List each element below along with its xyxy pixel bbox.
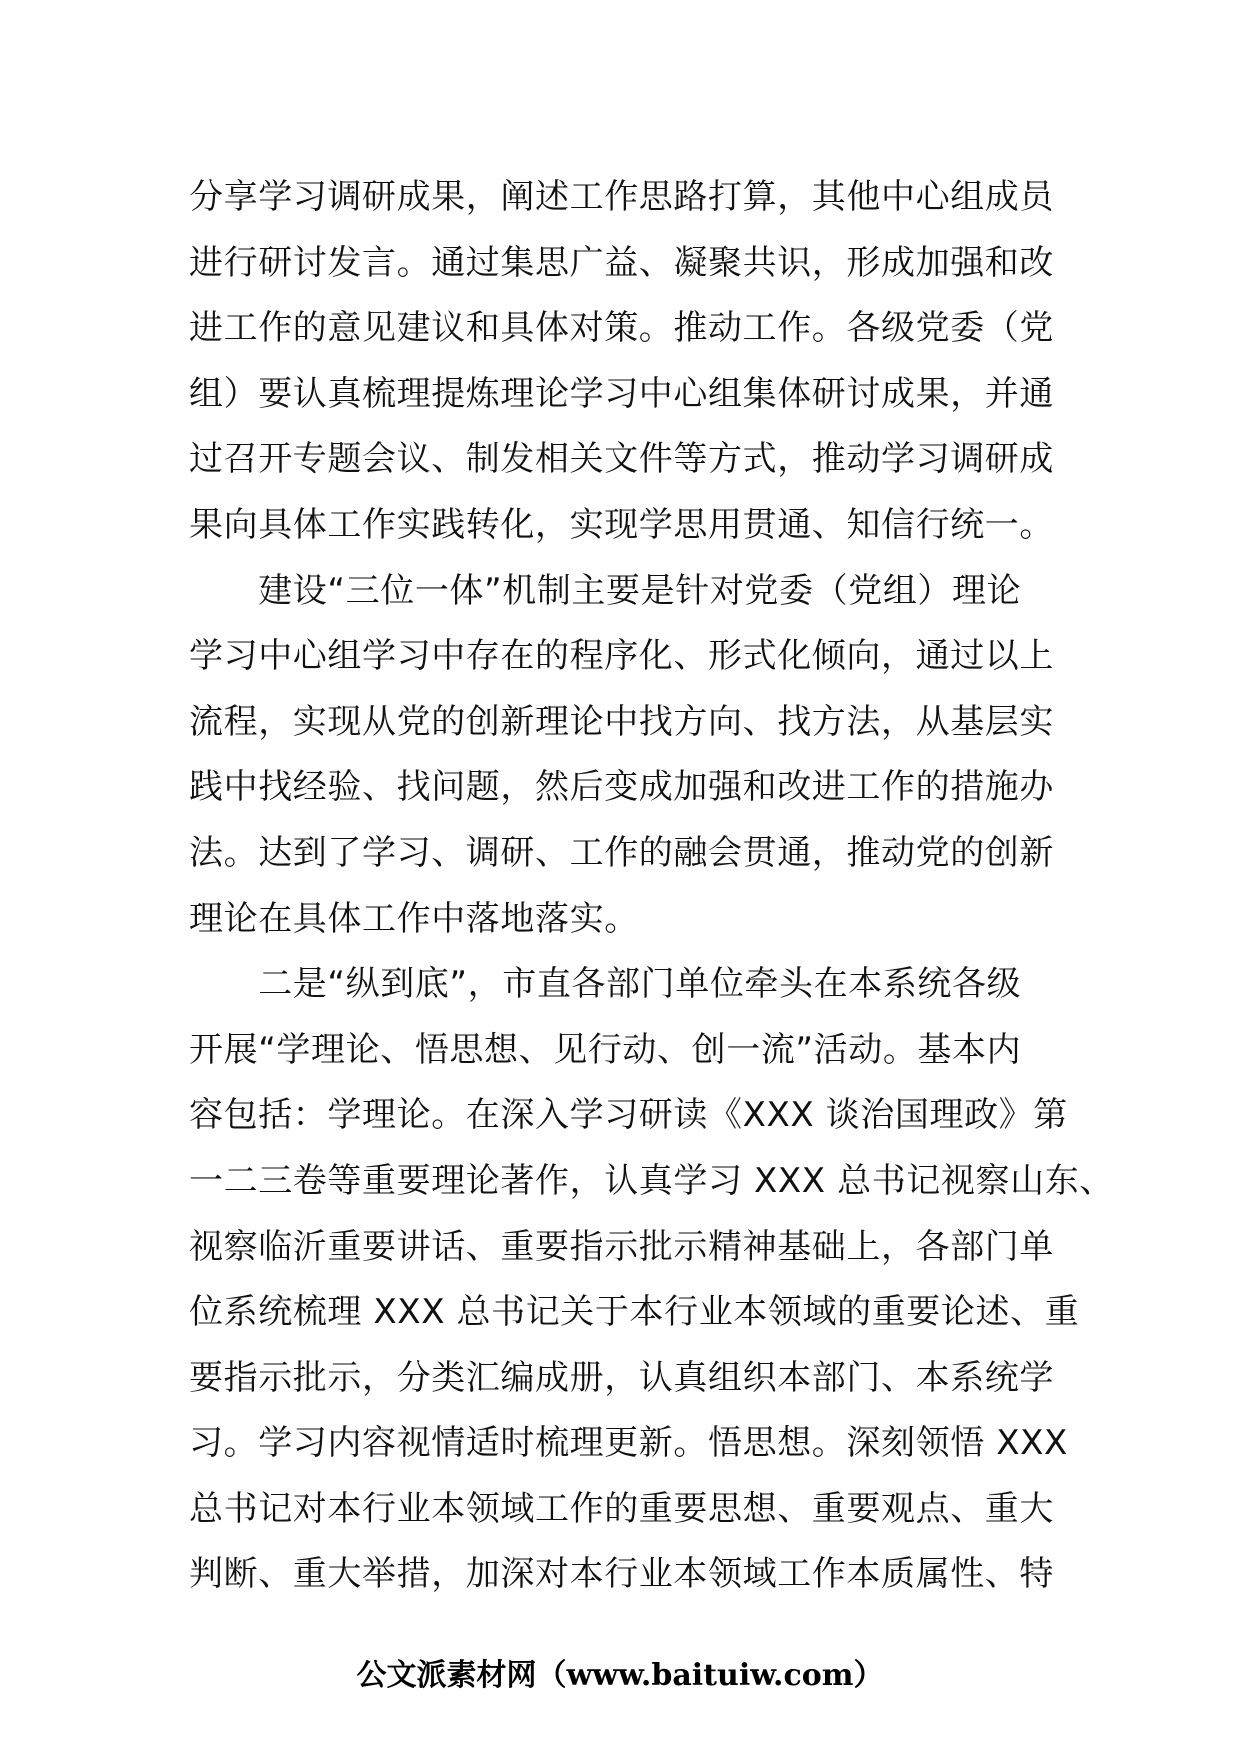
text-line: 组）要认真梳理提炼理论学习中心组集体研讨成果，并通 <box>189 373 1054 414</box>
text-line: 理论在具体工作中落地落实。 <box>189 898 639 939</box>
text-line: 习。学习内容视情适时梳理更新。悟思想。深刻领悟 XXX <box>189 1423 1068 1464</box>
text-line: 法。达到了学习、调研、工作的融会贯通，推动党的创新 <box>189 832 1054 873</box>
text-line: 进行研讨发言。通过集思广益、凝聚共识，形成加强和改 <box>189 242 1054 283</box>
text-line: 果向具体工作实践转化，实现学思用贯通、知信行统一。 <box>189 504 1054 545</box>
text-line: 学习中心组学习中存在的程序化、形式化倾向，通过以上 <box>189 636 1054 677</box>
text-line: 视察临沂重要讲话、重要指示批示精神基础上，各部门单 <box>189 1226 1054 1267</box>
text-line: 践中找经验、找问题，然后变成加强和改进工作的措施办 <box>189 767 1054 808</box>
text-line: 判断、重大举措，加深对本行业本领域工作本质属性、特 <box>189 1554 1054 1595</box>
text-line: 过召开专题会议、制发相关文件等方式，推动学习调研成 <box>189 439 1054 480</box>
text-line: 二是“纵到底”，市直各部门单位牵头在本系统各级 <box>189 964 1022 1005</box>
text-line: 一二三卷等重要理论著作，认真学习 XXX 总书记视察山东、 <box>189 1160 1114 1201</box>
footer-source-text: 公文派素材网（www.baituiw.com） <box>356 1658 884 1693</box>
text-line: 流程，实现从党的创新理论中找方向、找方法，从基层实 <box>189 701 1054 742</box>
text-line: 要指示批示，分类汇编成册，认真组织本部门、本系统学 <box>189 1357 1054 1398</box>
document-body <box>189 165 1114 1608</box>
text-line: 开展“学理论、悟思想、见行动、创一流”活动。基本内 <box>189 1029 1022 1070</box>
text-line: 位系统梳理 XXX 总书记关于本行业本领域的重要论述、重 <box>189 1292 1080 1333</box>
text-line: 分享学习调研成果，阐述工作思路打算，其他中心组成员 <box>189 177 1054 217</box>
text-line: 进工作的意见建议和具体对策。推动工作。各级党委（党 <box>189 308 1054 349</box>
text-line: 容包括：学理论。在深入学习研读《XXX 谈治国理政》第 <box>189 1095 1068 1136</box>
text-line: 建设“三位一体”机制主要是针对党委（党组）理论 <box>189 570 1022 611</box>
text-line: 总书记对本行业本领域工作的重要思想、重要观点、重大 <box>189 1488 1054 1529</box>
